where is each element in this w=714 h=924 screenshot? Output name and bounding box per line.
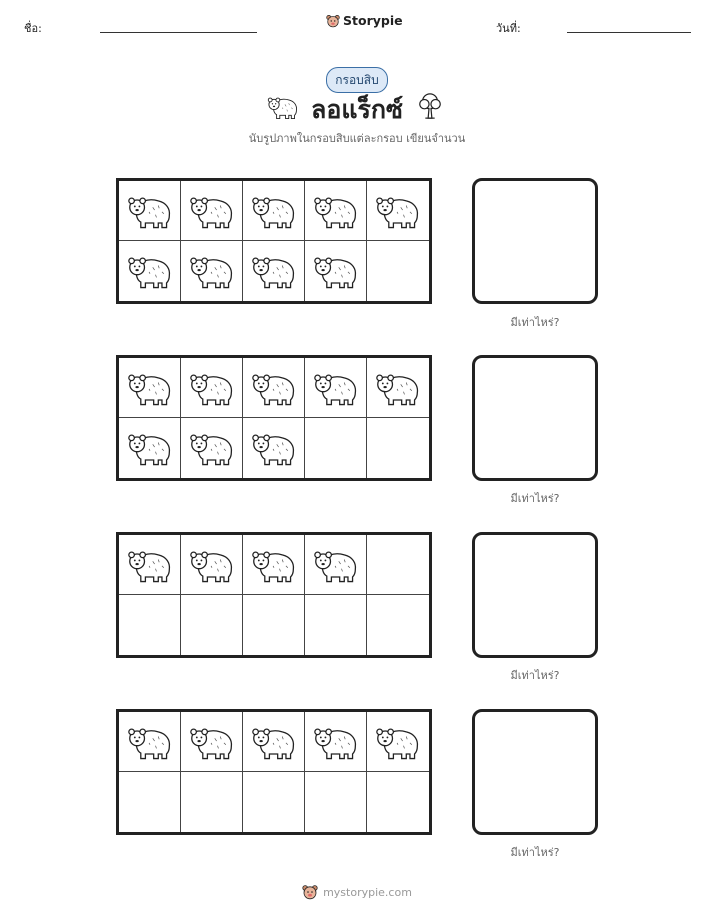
ten-frame-cell	[367, 595, 429, 655]
bear-icon	[127, 546, 173, 584]
footer-url[interactable]: mystorypie.com	[323, 885, 412, 899]
name-line[interactable]	[100, 32, 257, 33]
ten-frame-cell	[119, 712, 181, 772]
ten-frame-cell	[119, 772, 181, 832]
ten-frame-cell	[181, 241, 243, 301]
ten-frame	[116, 532, 432, 658]
how-many-label: มีเท่าไหร่?	[510, 846, 560, 859]
ten-frame	[116, 178, 432, 304]
bear-icon	[313, 723, 359, 761]
brand-name: Storypie	[343, 13, 403, 28]
ten-frame	[116, 355, 432, 481]
bear-icon	[313, 252, 359, 290]
ten-frame-cell	[119, 241, 181, 301]
bear-icon	[313, 369, 359, 407]
bear-icon	[251, 546, 297, 584]
ten-frame-cell	[119, 358, 181, 418]
ten-frame-cell	[243, 535, 305, 595]
ten-frame-cell	[305, 535, 367, 595]
bear-icon	[189, 252, 235, 290]
ten-frame-cell	[367, 181, 429, 241]
ten-frame-cell	[181, 181, 243, 241]
ten-frame-cell	[305, 418, 367, 478]
name-label: ชื่อ:	[24, 22, 42, 35]
ten-frame-cell	[367, 418, 429, 478]
brand-logo	[326, 13, 403, 28]
bear-icon	[127, 723, 173, 761]
bear-icon	[375, 723, 421, 761]
ten-frame-cell	[243, 358, 305, 418]
bear-icon	[313, 546, 359, 584]
bear-icon	[189, 369, 235, 407]
bear-icon	[375, 369, 421, 407]
ten-frame-cell	[305, 772, 367, 832]
ten-frame-cell	[305, 712, 367, 772]
bear-icon	[251, 369, 297, 407]
bear-icon	[189, 429, 235, 467]
date-label: วันที่:	[496, 22, 521, 35]
ten-frame-cell	[367, 772, 429, 832]
storypie-mascot-icon	[326, 14, 340, 28]
ten-frame-cell	[367, 241, 429, 301]
ten-frame-cell	[305, 358, 367, 418]
ten-frame-cell	[181, 712, 243, 772]
bear-icon	[127, 369, 173, 407]
date-line[interactable]	[567, 32, 691, 33]
bear-icon	[189, 192, 235, 230]
ten-frame-cell	[181, 595, 243, 655]
ten-frame-cell	[243, 595, 305, 655]
ten-frame-cell	[367, 358, 429, 418]
answer-box[interactable]	[472, 178, 598, 304]
answer-box[interactable]	[472, 532, 598, 658]
bear-icon	[127, 429, 173, 467]
ten-frame-cell	[305, 181, 367, 241]
topic-badge: กรอบสิบ	[326, 67, 388, 93]
bear-icon	[189, 546, 235, 584]
storypie-mascot-icon	[302, 884, 318, 900]
how-many-label: มีเท่าไหร่?	[510, 669, 560, 682]
bear-icon	[189, 723, 235, 761]
answer-box[interactable]	[472, 709, 598, 835]
bear-icon	[375, 192, 421, 230]
ten-frame-cell	[119, 535, 181, 595]
ten-frame-cell	[243, 181, 305, 241]
bear-icon	[251, 723, 297, 761]
bear-icon	[127, 252, 173, 290]
bear-icon	[251, 252, 297, 290]
bear-icon	[251, 429, 297, 467]
ten-frame-cell	[181, 535, 243, 595]
ten-frame	[116, 709, 432, 835]
ten-frame-cell	[181, 358, 243, 418]
answer-box[interactable]	[472, 355, 598, 481]
ten-frame-cell	[305, 241, 367, 301]
bear-icon	[313, 192, 359, 230]
footer	[0, 884, 714, 900]
ten-frame-cell	[305, 595, 367, 655]
ten-frame-cell	[243, 772, 305, 832]
ten-frame-cell	[367, 712, 429, 772]
page-title: ลอแร็กซ์	[311, 95, 403, 124]
ten-frame-cell	[243, 712, 305, 772]
ten-frame-cell	[181, 772, 243, 832]
ten-frame-cell	[367, 535, 429, 595]
how-many-label: มีเท่าไหร่?	[510, 492, 560, 505]
tree-icon	[416, 92, 444, 120]
ten-frame-cell	[119, 418, 181, 478]
ten-frame-cell	[243, 241, 305, 301]
ten-frame-cell	[243, 418, 305, 478]
ten-frame-cell	[119, 595, 181, 655]
how-many-label: มีเท่าไหร่?	[510, 316, 560, 329]
ten-frame-cell	[119, 181, 181, 241]
bear-icon	[127, 192, 173, 230]
ten-frame-cell	[181, 418, 243, 478]
bear-icon	[251, 192, 297, 230]
instructions: นับรูปภาพในกรอบสิบแต่ละกรอบ เขียนจำนวน	[248, 132, 466, 145]
